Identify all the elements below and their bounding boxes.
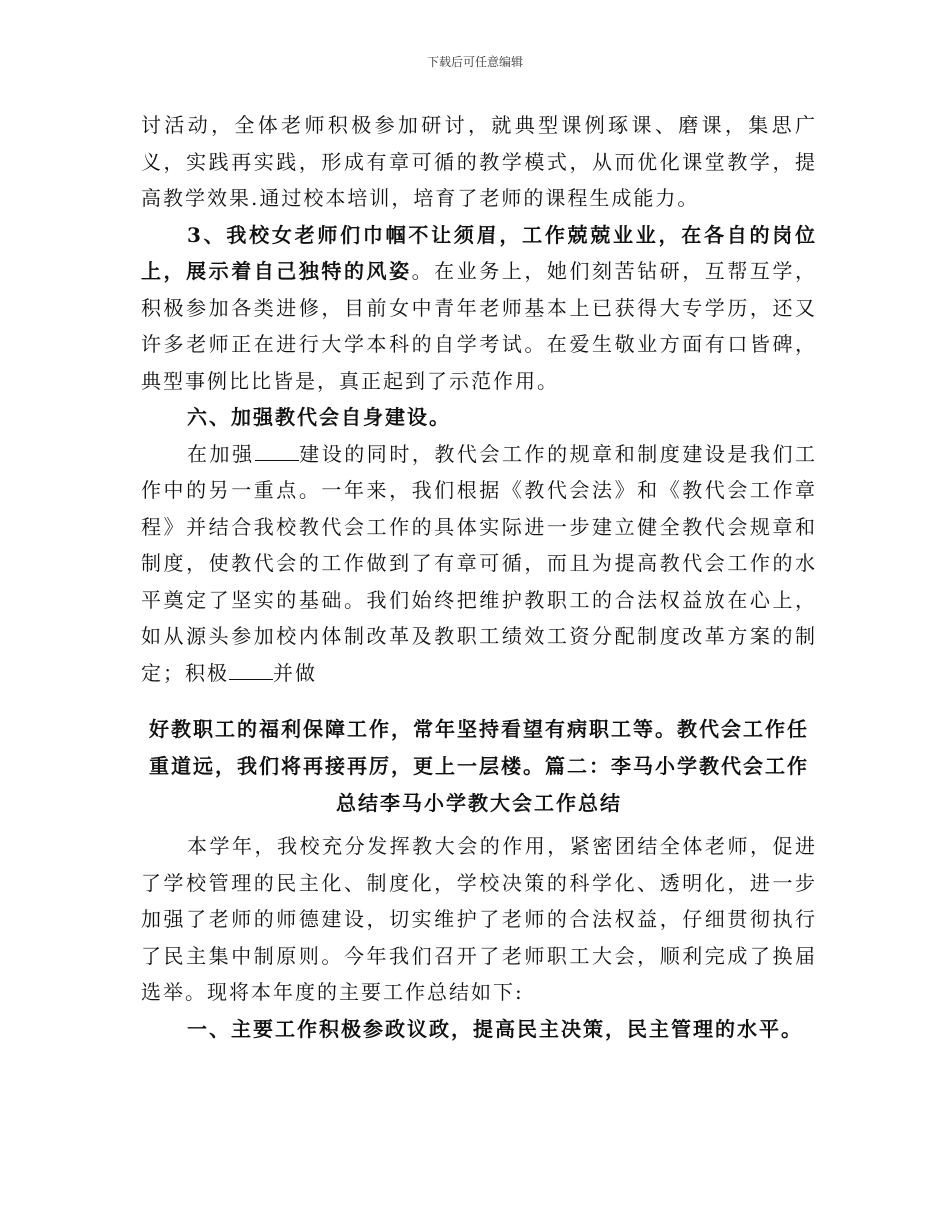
document-body [141, 107, 817, 1047]
paragraph-3-start: 在加强 [187, 441, 255, 466]
blank-line [229, 661, 273, 680]
centered-bold-block: 好教职工的福利保障工作，常年坚持看望有病职工等。教代会工作任重道远，我们将再接再厉，更上一层楼。篇二：李马小学教代会工作总结李马小学教大会工作总结 [149, 717, 809, 815]
paragraph-3-end: 并做 [273, 660, 317, 685]
paragraph-3-middle: 建设的同时，教代会工作的规章和制度建设是我们工作中的另一重点。一年来，我们根据《教代会法》和《教代会工作章程》并结合我校教代会工作的具体实际进一步建立健全教代会规章和制度，使教代会的工作做到了有章可循，而且为提高教代会工作的水平奠定了坚实的基础。我们始终把维护教职工的合法权益放在心上，如从源头参加校内体制改革及教职工绩效工资分配制度改革方案的制定；积极 [141, 441, 818, 685]
section-heading-6: 六、加强教代会自身建设。 [187, 405, 451, 429]
paragraph-2 [141, 217, 817, 400]
paragraph-1: 讨活动，全体老师积极参加研讨，就典型课例琢课、磨课，集思广义，实践再实践，形成有章可循的教学模式，从而优化课堂教学，提高教学效果.通过校本培训，培育了老师的课程生成能力。 [141, 113, 817, 210]
paragraph-2-bold: 3、我校女老师们巾帼不让须眉，工作兢兢业业，在各自的岗位上，展示着自己独特的风姿 [141, 222, 817, 283]
paragraph-2-text: 。在业务上，她们刻苦钻研，互帮互学，积极参加各类进修，目前女中青年老师基本上已获得大专学历，还又许多老师正在进行大学本科的自学考试。在爱生敬业方面有口皆碑，典型事例比比皆是，真正起到了示范作用。 [141, 259, 818, 393]
page-header: 下载后可任意编辑 [426, 55, 523, 69]
blank-line [255, 442, 299, 461]
paragraph-4: 本学年，我校充分发挥教大会的作用，紧密团结全体老师，促进了学校管理的民主化、制度化，学校决策的科学化、透明化，进一步加强了老师的师德建设，切实维护了老师的合法权益，仔细贯彻执行了民主集中制原则。今年我们召开了老师职工大会，顺利完成了换届选举。现将本年度的主要工作总结如下: [141, 834, 817, 1004]
section-heading-1: 一、主要工作积极参政议政，提高民主决策，民主管理的水平。 [187, 1016, 803, 1041]
paragraph-3 [141, 436, 817, 692]
